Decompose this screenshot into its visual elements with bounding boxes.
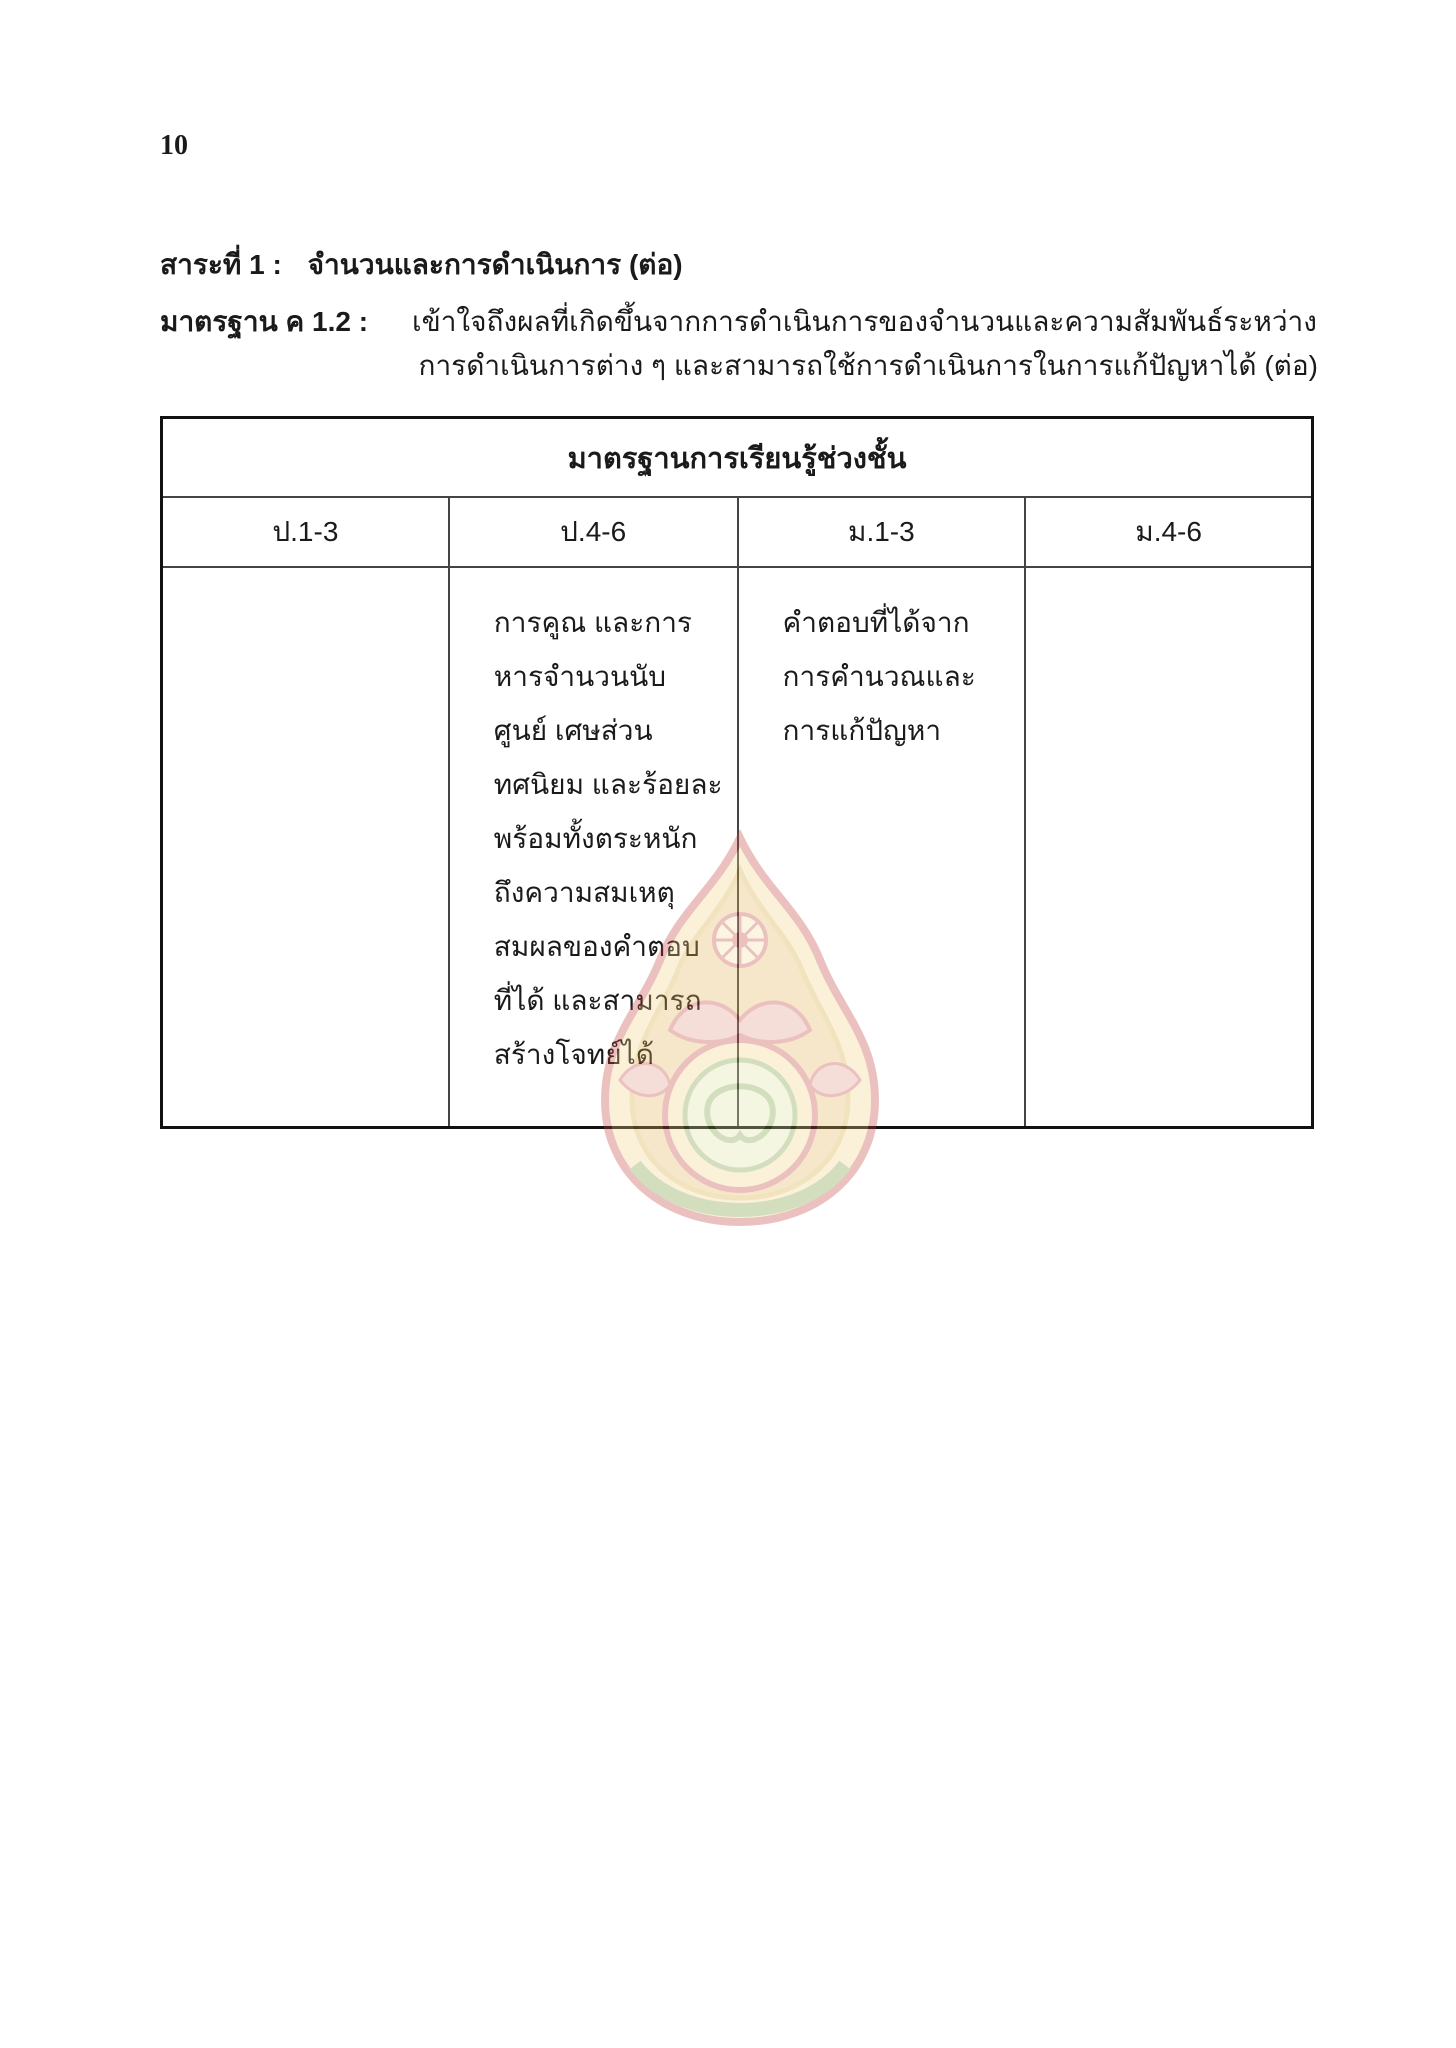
column-header-m4-6: ม.4-6	[1025, 497, 1312, 567]
cell-line: ศูนย์ เศษส่วน	[493, 715, 653, 746]
cell-line: พร้อมทั้งตระหนัก	[493, 823, 698, 854]
cell-line: การคูณ และการ	[493, 607, 692, 638]
table-row	[162, 567, 1313, 1128]
cell-line: ที่ได้ และสามารถ	[493, 985, 702, 1016]
cell-m4-6	[1025, 567, 1312, 1128]
sara-title: จำนวนและการดำเนินการ (ต่อ)	[307, 249, 683, 280]
cell-p1-3	[162, 567, 449, 1128]
grade-header-row	[162, 497, 1313, 567]
cell-line: คำตอบที่ได้จาก	[782, 607, 970, 638]
cell-line: ทศนิยม และร้อยละ	[493, 769, 723, 800]
learning-standards-table	[160, 416, 1314, 1129]
cell-p4-6	[449, 567, 738, 1128]
column-header-p4-6: ป.4-6	[449, 497, 738, 567]
standard-label: มาตรฐาน ค 1.2 :	[160, 306, 369, 337]
standard-line-1: เข้าใจถึงผลที่เกิดขึ้นจากการดำเนินการของจำนวนและความสัมพันธ์ระหว่าง	[412, 306, 1317, 337]
cell-line: สร้างโจทย์ได้	[493, 1039, 654, 1070]
page-number: 10	[160, 130, 188, 161]
column-header-m1-3: ม.1-3	[738, 497, 1026, 567]
standard-line-2: การดำเนินการต่าง ๆ และสามารถใช้การดำเนินการในการแก้ปัญหาได้ (ต่อ)	[418, 350, 1318, 381]
cell-line: การแก้ปัญหา	[782, 715, 942, 746]
sara-heading	[160, 245, 683, 285]
sara-label: สาระที่ 1 :	[160, 249, 282, 280]
standard-text	[412, 300, 1318, 388]
table-title-row	[162, 418, 1313, 498]
cell-line: สมผลของคำตอบ	[493, 931, 700, 962]
cell-line: ถึงความสมเหตุ	[493, 877, 675, 908]
cell-m1-3	[738, 567, 1026, 1128]
column-header-p1-3: ป.1-3	[162, 497, 449, 567]
cell-line: การคำนวณและ	[782, 661, 976, 692]
table-title: มาตรฐานการเรียนรู้ช่วงชั้น	[162, 418, 1313, 498]
cell-line: หารจำนวนนับ	[493, 661, 667, 692]
